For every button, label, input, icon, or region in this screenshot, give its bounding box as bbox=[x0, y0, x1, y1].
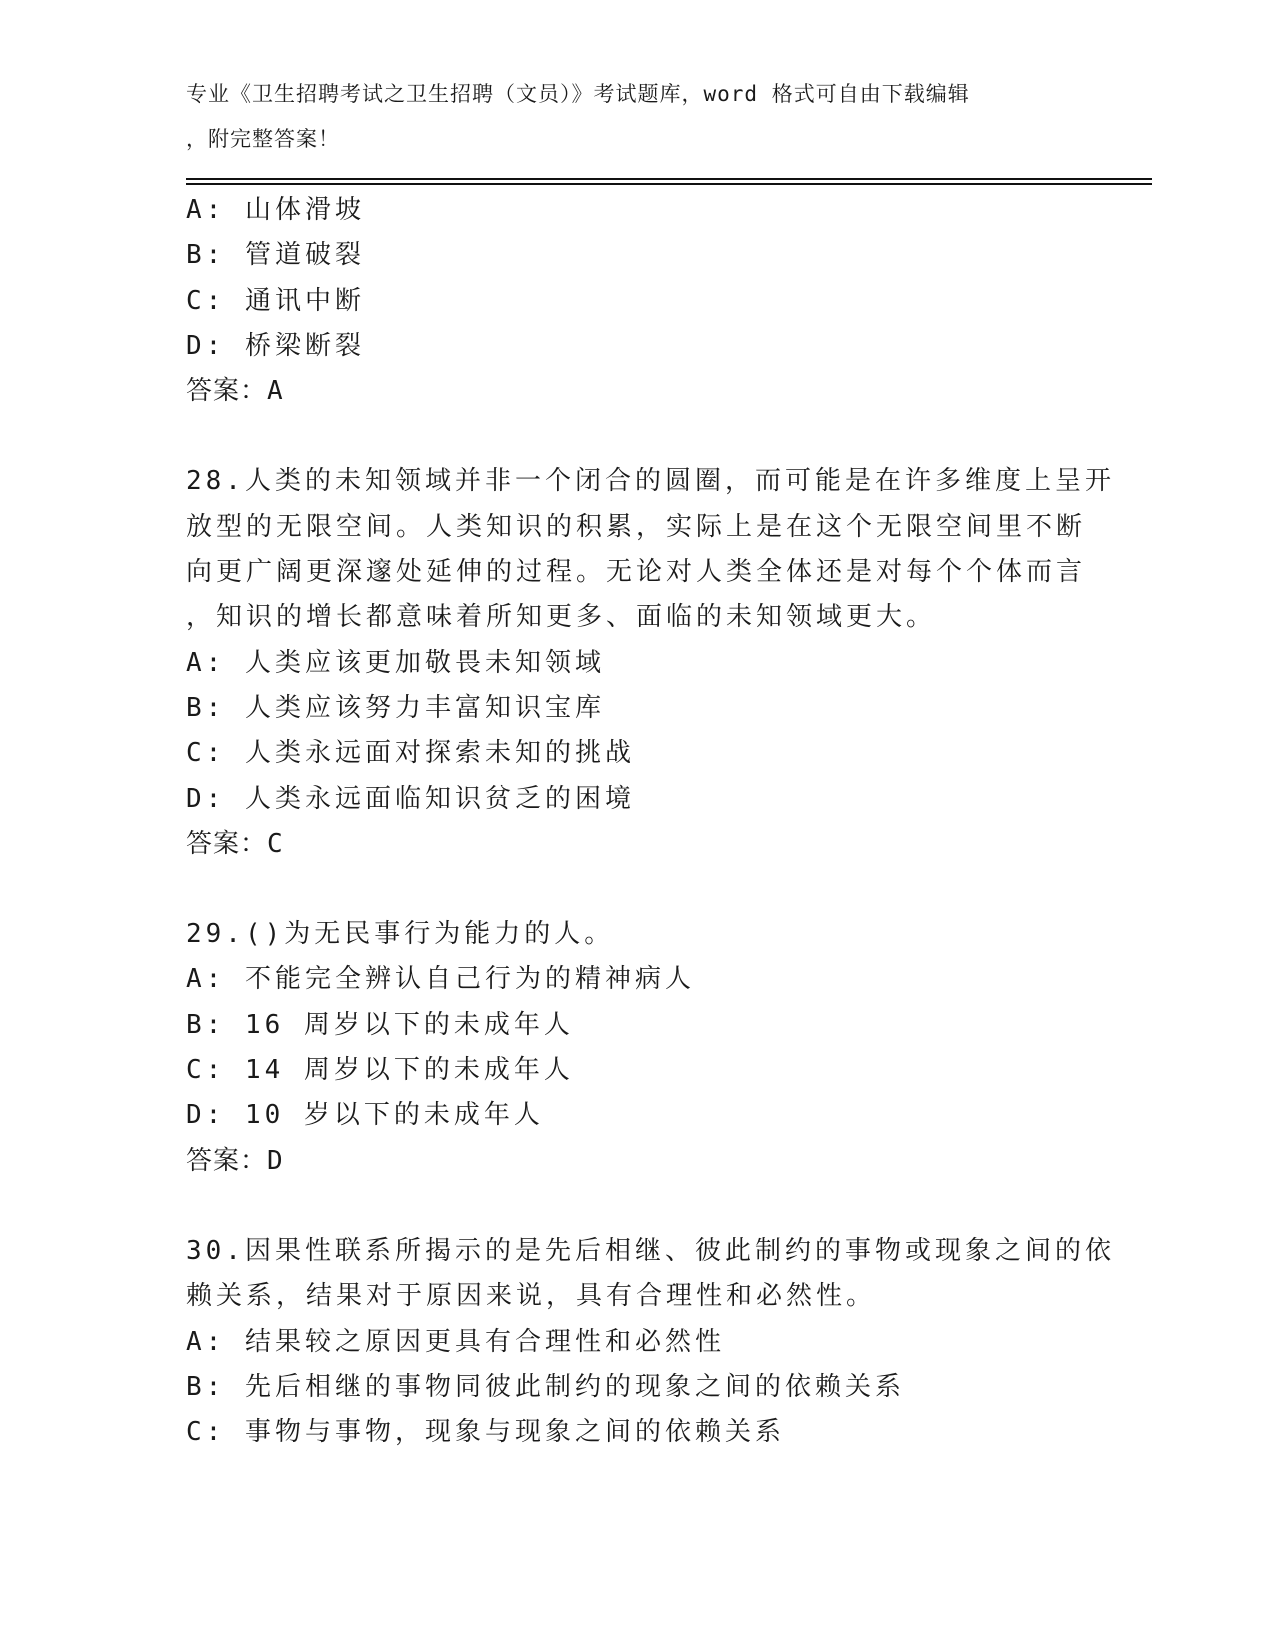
answer: 答案：C bbox=[186, 828, 284, 859]
question-stem: 28.人类的未知领域并非一个闭合的圆圈，而可能是在许多维度上呈开 bbox=[186, 466, 1115, 497]
document-header bbox=[186, 72, 1066, 163]
header-line: 专业《卫生招聘考试之卫生招聘（文员）》考试题库，word 格式可自由下载编辑 bbox=[186, 82, 970, 106]
question-29 bbox=[186, 912, 1186, 1184]
question-stem: 30.因果性联系所揭示的是先后相继、彼此制约的事物或现象之间的依 bbox=[186, 1235, 1115, 1266]
option-a: A: 结果较之原因更具有合理性和必然性 bbox=[186, 1326, 725, 1357]
header-divider-bottom bbox=[186, 183, 1152, 185]
question-stem: ，知识的增长都意味着所知更多、面临的未知领域更大。 bbox=[186, 602, 937, 633]
option-a: A: 人类应该更加敬畏未知领域 bbox=[186, 647, 605, 678]
question-27-continued bbox=[186, 188, 1186, 414]
question-stem: 29.()为无民事行为能力的人。 bbox=[186, 919, 615, 950]
question-stem: 赖关系，结果对于原因来说，具有合理性和必然性。 bbox=[186, 1281, 877, 1312]
option-c: C: 事物与事物，现象与现象之间的依赖关系 bbox=[186, 1417, 785, 1448]
option-b: B: 16 周岁以下的未成年人 bbox=[186, 1009, 574, 1040]
question-28 bbox=[186, 459, 1186, 867]
option-b: B: 先后相继的事物同彼此制约的现象之间的依赖关系 bbox=[186, 1371, 905, 1402]
option-c: C: 通讯中断 bbox=[186, 285, 365, 316]
header-line: ，附完整答案！ bbox=[186, 127, 340, 152]
option-d: D: 桥梁断裂 bbox=[186, 330, 365, 361]
question-stem: 放型的无限空间。人类知识的积累，实际上是在这个无限空间里不断 bbox=[186, 511, 1087, 542]
document-body bbox=[186, 188, 1186, 1455]
answer: 答案：A bbox=[186, 376, 284, 407]
header-divider-top bbox=[186, 178, 1152, 180]
question-30 bbox=[186, 1229, 1186, 1455]
option-b: B: 管道破裂 bbox=[186, 240, 365, 271]
option-b: B: 人类应该努力丰富知识宝库 bbox=[186, 692, 605, 723]
option-d: D: 10 岁以下的未成年人 bbox=[186, 1100, 544, 1131]
question-stem: 向更广阔更深邃处延伸的过程。无论对人类全体还是对每个个体而言 bbox=[186, 557, 1087, 588]
option-a: A: 山体滑坡 bbox=[186, 195, 365, 225]
option-d: D: 人类永远面临知识贫乏的困境 bbox=[186, 783, 635, 814]
option-c: C: 人类永远面对探索未知的挑战 bbox=[186, 738, 635, 769]
answer: 答案：D bbox=[186, 1145, 284, 1176]
option-c: C: 14 周岁以下的未成年人 bbox=[186, 1055, 574, 1086]
option-a: A: 不能完全辨认自己行为的精神病人 bbox=[186, 964, 695, 995]
